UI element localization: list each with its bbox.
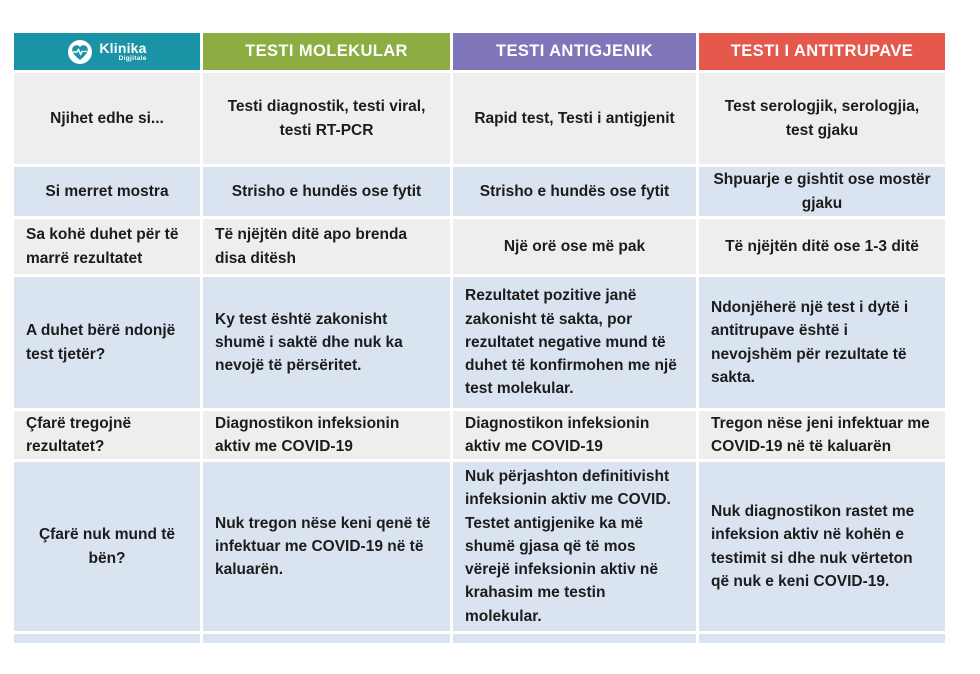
- table-cell: Test serologjik, serologjia, test gjaku: [699, 73, 945, 164]
- table-cell: Shpuarje e gishtit ose mostër gjaku: [699, 167, 945, 216]
- table-cell: Një orë ose më pak: [453, 219, 696, 274]
- table-cell: Nuk përjashton definitivisht infeksionin aktiv me COVID. Testet antigjenike ka më shumë gjasa që të mos vërejë infeksionin aktiv në krahasim me testin molekular.: [453, 462, 696, 631]
- comparison-table: [14, 33, 945, 643]
- empty-footer-cell: [203, 634, 450, 643]
- table-cell: Të njëjtën ditë ose 1-3 ditë: [699, 219, 945, 274]
- row-label: A duhet bërë ndonjë test tjetër?: [14, 277, 200, 408]
- empty-footer-cell: [453, 634, 696, 643]
- logo-wordmark: [99, 41, 146, 63]
- logo-brand-text: Klinika: [99, 39, 147, 56]
- table-cell: Diagnostikon infeksionin aktiv me COVID-19: [203, 411, 450, 459]
- column-header-molekular: TESTI MOLEKULAR: [203, 33, 450, 70]
- column-header-antigjenik: TESTI ANTIGJENIK: [453, 33, 696, 70]
- table-cell: Nuk diagnostikon rastet me infeksion aktiv në kohën e testimit si dhe nuk vërteton që nuk e keni COVID-19.: [699, 462, 945, 631]
- empty-footer-cell: [699, 634, 945, 643]
- table-cell: Ndonjëherë një test i dytë i antitrupave është i nevojshëm për rezultate të sakta.: [699, 277, 945, 408]
- klinika-heart-pulse-icon: [67, 39, 93, 65]
- table-cell: Rapid test, Testi i antigjenit: [453, 73, 696, 164]
- logo-sub-text: Digjitale: [118, 54, 147, 62]
- row-label: Sa kohë duhet për të marrë rezultatet: [14, 219, 200, 274]
- table-cell: Strisho e hundës ose fytit: [453, 167, 696, 216]
- table-cell: Testi diagnostik, testi viral, testi RT-PCR: [203, 73, 450, 164]
- table-cell: Rezultatet pozitive janë zakonisht të sakta, por rezultatet negative mund të duhet të konfirmohen me një test molekular.: [453, 277, 696, 408]
- column-header-antitrupave: TESTI I ANTITRUPAVE: [699, 33, 945, 70]
- table-cell: Strisho e hundës ose fytit: [203, 167, 450, 216]
- table-cell: Nuk tregon nëse keni qenë të infektuar me COVID-19 në të kaluarën.: [203, 462, 450, 631]
- row-label: Çfarë tregojnë rezultatet?: [14, 411, 200, 459]
- empty-footer-cell: [14, 634, 200, 643]
- table-cell: Të njëjtën ditë apo brenda disa ditësh: [203, 219, 450, 274]
- table-cell: Tregon nëse jeni infektuar me COVID-19 në të kaluarën: [699, 411, 945, 459]
- row-label: Njihet edhe si...: [14, 73, 200, 164]
- logo-header-cell: [14, 33, 200, 70]
- table-cell: Diagnostikon infeksionin aktiv me COVID-19: [453, 411, 696, 459]
- table-cell: Ky test është zakonisht shumë i saktë dhe nuk ka nevojë të përsëritet.: [203, 277, 450, 408]
- row-label: Çfarë nuk mund të bën?: [14, 462, 200, 631]
- row-label: Si merret mostra: [14, 167, 200, 216]
